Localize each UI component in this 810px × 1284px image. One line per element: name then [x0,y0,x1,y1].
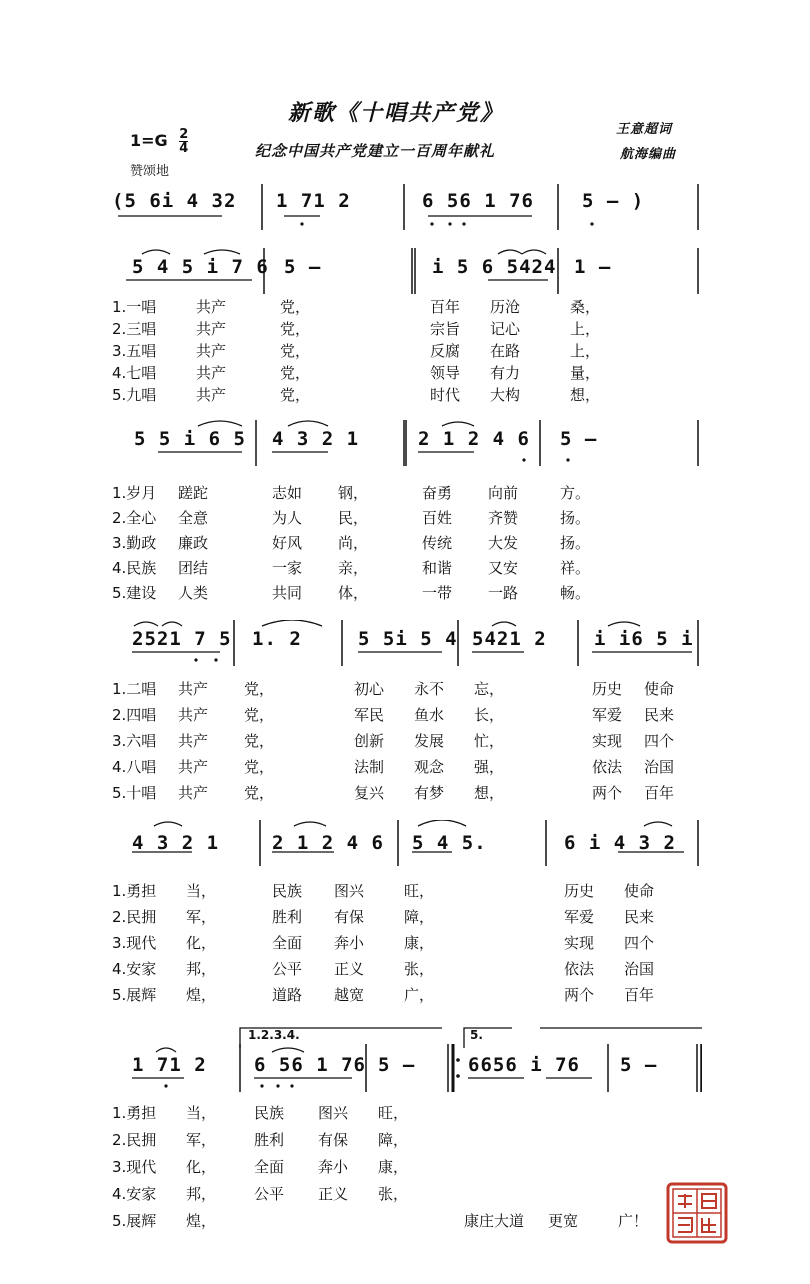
lyric-word: 长， [474,706,505,724]
lyric-word: 党， [244,784,275,802]
lyric-word: 图兴 [318,1104,349,1122]
lyric-word: 大发 [488,534,519,552]
measure: 1 71 2 [276,190,351,212]
lyric-word: 治国 [624,960,655,978]
lyric-word: 当， [186,882,217,900]
lyric-word: 历沧 [490,298,521,316]
lyric-word: 实现 [564,934,595,952]
lyric-word: 1.勇担 [112,1104,157,1122]
lyric-word: 全意 [178,509,209,527]
lyric-word: 邦， [186,1185,217,1203]
lyric-word: 4.八唱 [112,758,157,776]
measure: 6656 i 76 [468,1054,580,1076]
lyric-word: 想， [570,386,601,404]
lyric-word: 1.二唱 [112,680,157,698]
lyric-word: 历史 [592,680,623,698]
lyric-word: 2.四唱 [112,706,157,724]
lyric-word: 3.六唱 [112,732,157,750]
lyric-word: 公平 [254,1185,285,1203]
lyric-word: 治国 [644,758,675,776]
lyric-word: 为人 [272,509,303,527]
lyric-word: 4.安家 [112,960,157,978]
measure: 1 – [574,256,612,278]
lyric-word: 记心 [490,320,521,338]
lyric-word: 百姓 [422,509,453,527]
lyric-word: 奔小 [318,1158,349,1176]
lyric-word: 邦， [186,960,217,978]
lyric-word: 胜利 [272,908,303,926]
lyric-word: 障， [378,1131,409,1149]
measure: 5 – ) [582,190,645,212]
red-seal-stamp-icon [666,1182,728,1244]
lyric-word: 法制 [354,758,385,776]
notation-line-3 [112,420,702,470]
measure: 6 i 4 3 2 [564,832,676,854]
lyric-word: 3.现代 [112,1158,157,1176]
lyric-word: 军， [186,1131,217,1149]
lyric-word: 共产 [178,706,209,724]
lyric-word: 康， [378,1158,409,1176]
lyric-word: 越宽 [334,986,365,1004]
lyric-word: 煌， [186,1212,217,1230]
time-top: 2 [179,127,189,142]
lyric-word: 2.三唱 [112,320,157,338]
measure: 5 – [560,428,598,450]
lyric-word: 共产 [178,680,209,698]
lyric-word: 1.岁月 [112,484,157,502]
measure: 5 – [284,256,322,278]
lyric-word: 强， [474,758,505,776]
lyric-word: 反腐 [430,342,461,360]
lyric-word: 忙， [474,732,505,750]
measure: 2521 7 5 [132,628,232,650]
time-signature [179,128,188,155]
lyric-word: 4.民族 [112,559,157,577]
lyric-word: 桑， [570,298,601,316]
lyric-ending-word: 广！ [618,1212,649,1230]
lyric-word: 4.安家 [112,1185,157,1203]
lyric-word: 传统 [422,534,453,552]
lyric-word: 张， [378,1185,409,1203]
measure: 5 4 5 i 7 6 [132,256,269,278]
lyric-word: 旺， [404,882,435,900]
lyric-word: 党， [280,320,311,338]
measure: i 5 6 5424 [432,256,557,278]
measure: 2 1 2 4 6 [418,428,530,450]
lyric-word: 共产 [196,386,227,404]
lyric-word: 化， [186,1158,217,1176]
notation-line-1 [112,184,702,234]
lyric-word: 有力 [490,364,521,382]
measure: 6 56 1 76 [422,190,534,212]
lyric-word: 百年 [644,784,675,802]
lyric-word: 张， [404,960,435,978]
lyric-word: 使命 [644,680,675,698]
lyric-ending-word: 康庄大道 [464,1212,525,1230]
lyric-word: 民， [338,509,369,527]
key-label: 1=G [130,131,168,150]
lyric-word: 有梦 [414,784,445,802]
lyric-word: 党， [244,732,275,750]
lyric-word: 使命 [624,882,655,900]
lyric-word: 正义 [334,960,365,978]
lyric-word: 两个 [564,986,595,1004]
lyric-word: 鱼水 [414,706,445,724]
lyric-word: 发展 [414,732,445,750]
lyric-word: 5.展辉 [112,1212,157,1230]
lyricist-credit: 王意超词 [616,122,673,137]
lyric-word: 扬。 [560,509,591,527]
lyric-word: 1.一唱 [112,298,157,316]
notation-line-4 [112,620,702,670]
lyric-word: 民族 [272,882,303,900]
lyric-word: 军爱 [592,706,623,724]
lyric-word: 祥。 [560,559,591,577]
lyric-word: 5.建设 [112,584,157,602]
lyric-word: 党， [280,364,311,382]
lyric-word: 全面 [272,934,303,952]
measure: (5 6i 4 32 [112,190,237,212]
measure: 5 4 5. [412,832,487,854]
lyric-word: 量， [570,364,601,382]
lyric-word: 忘， [474,680,505,698]
lyric-word: 复兴 [354,784,385,802]
lyric-word: 共产 [178,758,209,776]
lyric-word: 2.民拥 [112,908,157,926]
lyric-word: 团结 [178,559,209,577]
lyric-word: 党， [280,298,311,316]
lyric-word: 共产 [196,342,227,360]
lyric-word: 共产 [178,732,209,750]
lyric-word: 当， [186,1104,217,1122]
notation-line-6 [112,1026,702,1096]
lyric-word: 党， [280,342,311,360]
lyric-word: 人类 [178,584,209,602]
volta-second-ending: 5. [470,1028,483,1042]
lyric-word: 依法 [564,960,595,978]
lyric-word: 军民 [354,706,385,724]
lyric-word: 向前 [488,484,519,502]
lyric-word: 钢， [338,484,369,502]
measure: 1 71 2 [132,1054,207,1076]
lyric-word: 公平 [272,960,303,978]
lyric-word: 上， [570,342,601,360]
composer-credit: 航海编曲 [620,147,677,162]
lyric-word: 军， [186,908,217,926]
lyric-word: 胜利 [254,1131,285,1149]
tempo-marking: 赞颂地 [130,164,170,179]
lyric-word: 四个 [624,934,655,952]
lyric-word: 4.七唱 [112,364,157,382]
lyric-word: 图兴 [334,882,365,900]
lyric-word: 体， [338,584,369,602]
measure: i i6 5 i [594,628,694,650]
lyric-word: 亲， [338,559,369,577]
lyric-word: 百年 [430,298,461,316]
lyric-word: 共产 [196,364,227,382]
lyric-word: 5.九唱 [112,386,157,404]
lyric-word: 有保 [334,908,365,926]
lyric-word: 民来 [644,706,675,724]
lyric-word: 军爱 [564,908,595,926]
measure: 4 3 2 1 [132,832,220,854]
lyric-word: 共同 [272,584,303,602]
lyric-word: 2.民拥 [112,1131,157,1149]
lyric-word: 党， [244,680,275,698]
lyric-word: 化， [186,934,217,952]
lyric-word: 旺， [378,1104,409,1122]
lyric-word: 百年 [624,986,655,1004]
measure: 6 56 1 76 [254,1054,366,1076]
lyric-word: 康， [404,934,435,952]
lyric-word: 一路 [488,584,519,602]
lyric-word: 党， [280,386,311,404]
lyric-word: 道路 [272,986,303,1004]
lyric-word: 又安 [488,559,519,577]
lyric-word: 1.勇担 [112,882,157,900]
measure: 4 3 2 1 [272,428,360,450]
measure: 5 5i 5 4 [358,628,458,650]
lyric-word: 一家 [272,559,303,577]
lyric-word: 和谐 [422,559,453,577]
measure: 5 – [620,1054,658,1076]
lyric-word: 蹉跎 [178,484,209,502]
measure: 5 5 i 6 5 [134,428,246,450]
lyric-word: 时代 [430,386,461,404]
measure: 2 1 2 4 6 [272,832,384,854]
lyric-word: 永不 [414,680,445,698]
lyric-word: 想， [474,784,505,802]
lyric-word: 好风 [272,534,303,552]
lyric-word: 共产 [196,320,227,338]
lyric-word: 志如 [272,484,303,502]
lyric-word: 奔小 [334,934,365,952]
lyric-word: 奋勇 [422,484,453,502]
song-subtitle: 纪念中国共产党建立一百周年献礼 [255,142,496,160]
lyric-word: 创新 [354,732,385,750]
measure: 1. 2 [252,628,302,650]
lyric-word: 领导 [430,364,461,382]
song-title: 新歌《十唱共产党》 [288,100,505,126]
notation-line-2 [112,248,702,298]
lyric-word: 实现 [592,732,623,750]
volta-first-ending: 1.2.3.4. [248,1028,300,1042]
lyric-ending-word: 更宽 [548,1212,579,1230]
lyric-word: 畅。 [560,584,591,602]
lyric-word: 历史 [564,882,595,900]
lyric-word: 3.五唱 [112,342,157,360]
lyric-word: 民来 [624,908,655,926]
lyric-word: 3.勤政 [112,534,157,552]
lyric-word: 依法 [592,758,623,776]
measure: 5 – [378,1054,416,1076]
lyric-word: 煌， [186,986,217,1004]
time-bottom: 4 [179,141,189,156]
lyric-word: 四个 [644,732,675,750]
lyric-word: 5.十唱 [112,784,157,802]
notation-line-5 [112,820,702,870]
lyric-word: 扬。 [560,534,591,552]
lyric-word: 方。 [560,484,591,502]
lyric-word: 齐赞 [488,509,519,527]
lyric-word: 民族 [254,1104,285,1122]
lyric-word: 在路 [490,342,521,360]
lyric-word: 正义 [318,1185,349,1203]
lyric-word: 广， [404,986,435,1004]
lyric-word: 3.现代 [112,934,157,952]
lyric-word: 障， [404,908,435,926]
lyric-word: 5.展辉 [112,986,157,1004]
lyric-word: 宗旨 [430,320,461,338]
lyric-word: 党， [244,758,275,776]
lyric-word: 共产 [178,784,209,802]
lyric-word: 尚， [338,534,369,552]
lyric-word: 初心 [354,680,385,698]
lyric-word: 一带 [422,584,453,602]
lyric-word: 有保 [318,1131,349,1149]
lyric-word: 两个 [592,784,623,802]
measure: 5421 2 [472,628,547,650]
key-signature [130,128,188,155]
lyric-word: 党， [244,706,275,724]
lyric-word: 2.全心 [112,509,157,527]
lyric-word: 全面 [254,1158,285,1176]
lyric-word: 共产 [196,298,227,316]
lyric-word: 上， [570,320,601,338]
lyric-word: 廉政 [178,534,209,552]
lyric-word: 大构 [490,386,521,404]
lyric-word: 观念 [414,758,445,776]
